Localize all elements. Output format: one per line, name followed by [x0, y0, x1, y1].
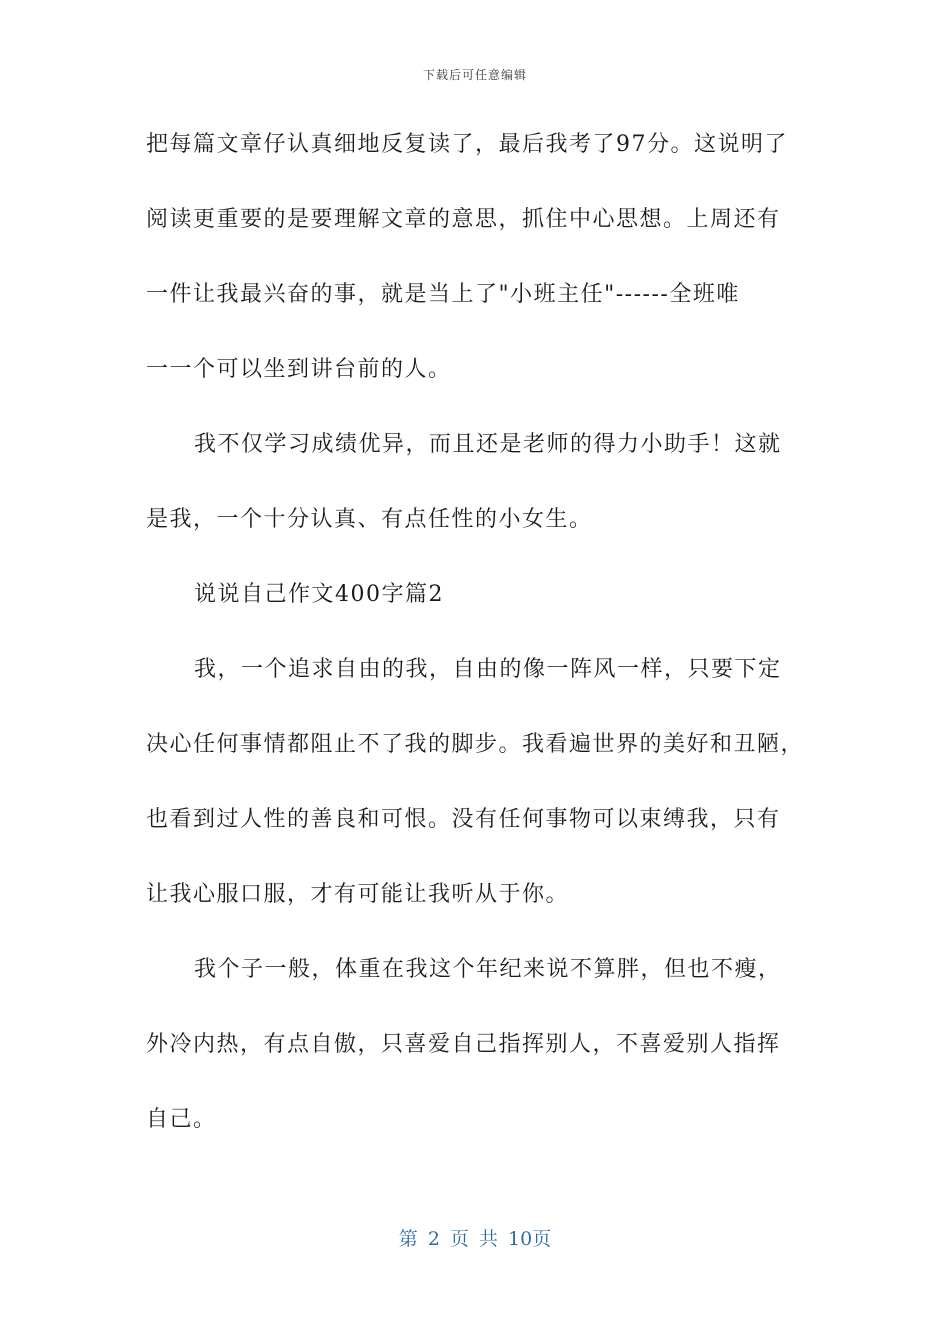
paragraph-start-line: 我个子一般，体重在我这个年纪来说不算胖，但也不瘦， [194, 957, 782, 982]
text-line: 一一个可以坐到讲台前的人。 [146, 357, 452, 382]
paragraph-start-line: 我，一个追求自由的我，自由的像一阵风一样，只要下定 [194, 657, 782, 682]
page-header: 下载后可任意编辑 [422, 68, 527, 82]
text-line: 外冷内热，有点自傲，只喜爱自己指挥别人，不喜爱别人指挥 [146, 1032, 781, 1057]
text-line: 也看到过人性的善良和可恨。没有任何事物可以束缚我，只有 [146, 807, 781, 832]
paragraph-start-line: 我不仅学习成绩优异，而且还是老师的得力小助手！这就 [194, 432, 782, 457]
text-line: 是我，一个十分认真、有点任性的小女生。 [146, 507, 593, 532]
document-body [146, 117, 806, 1167]
text-line: 决心任何事情都阻止不了我的脚步。我看遍世界的美好和丑陋， [146, 732, 805, 757]
text-line: 把每篇文章仔认真细地反复读了，最后我考了97分。这说明了 [146, 132, 788, 157]
section-heading: 说说自己作文400字篇2 [194, 582, 444, 607]
text-line: 自己。 [146, 1107, 217, 1132]
text-line: 阅读更重要的是要理解文章的意思，抓住中心思想。上周还有 [146, 207, 781, 232]
text-line: 一件让我最兴奋的事，就是当上了"小班主任"------全班唯 [146, 282, 740, 307]
text-line: 让我心服口服，才有可能让我听从于你。 [146, 882, 570, 907]
page-number: 第 2 页 共 10页 [398, 1228, 552, 1250]
